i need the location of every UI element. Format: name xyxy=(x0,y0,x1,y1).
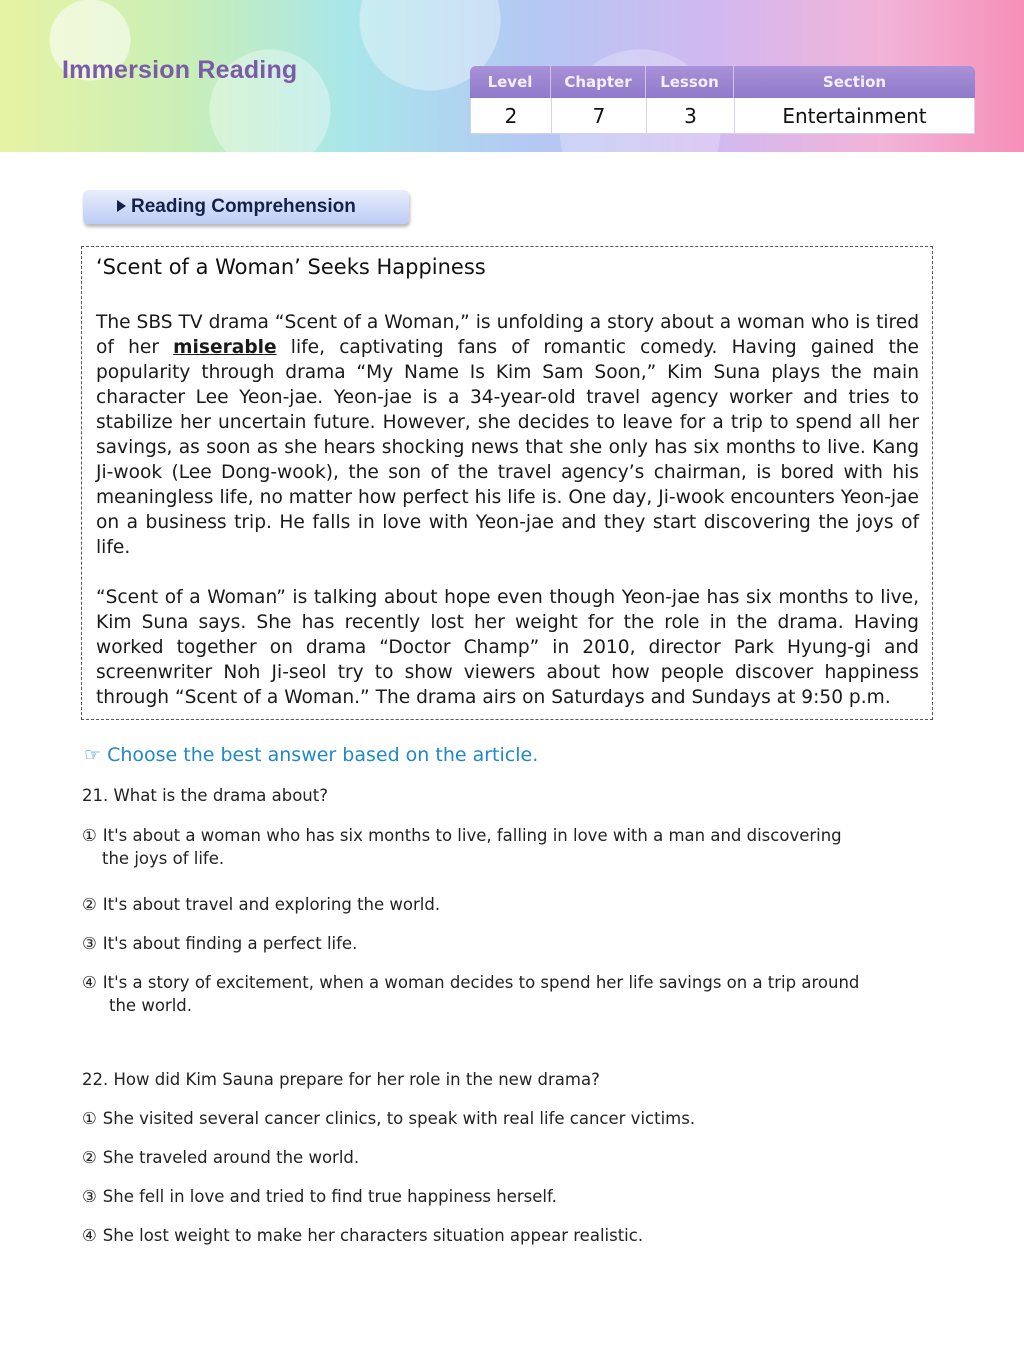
option-number: ③ xyxy=(82,1187,97,1206)
lesson-info-header-row xyxy=(470,66,975,98)
option-text: It's about finding a perfect life. xyxy=(102,934,358,953)
option-number: ④ xyxy=(82,973,97,992)
option-text: It's about a woman who has six months to live, falling in love with a man and discovering xyxy=(102,826,842,845)
lesson-info-table xyxy=(470,66,975,133)
article-box xyxy=(81,246,933,720)
q22-option-2[interactable] xyxy=(82,1146,902,1169)
article-p1-end: life, captivating fans of romantic comedy. Having gained the popularity through drama “My Name Is Kim Sam Soon,” Kim Suna plays the main character Lee Yeon-jae. Yeon-jae is a 34-year-old travel agency worker and tries to stabilize her uncertain future. However, she decides to leave for a trip to spend all her savings, as soon as she hears shocking news that she only has six months to live. Kang Ji-wook (Lee Dong-wook), the son of the travel agency’s chairman, is bored with his meaningless life, no matter how perfect his life is. One day, Ji-wook encounters Yeon-jae on a business trip. He falls in love with Yeon-jae and they start discovering the joys of life. xyxy=(96,337,919,558)
option-text: She lost weight to make her characters situation appear realistic. xyxy=(102,1226,644,1245)
section-value: Entertainment xyxy=(782,103,927,128)
article-title: ‘Scent of a Woman’ Seeks Happiness xyxy=(96,255,486,279)
q22-option-3[interactable] xyxy=(82,1185,902,1208)
q21-option-3[interactable] xyxy=(82,932,902,955)
option-text-continued: the world. xyxy=(109,996,192,1015)
question-21: 21. What is the drama about? xyxy=(82,786,328,805)
lesson-value: 3 xyxy=(647,98,735,133)
option-text: It's about travel and exploring the world. xyxy=(102,895,441,914)
q21-option-2[interactable] xyxy=(82,893,902,916)
option-number: ① xyxy=(82,826,97,845)
article-paragraph-2: “Scent of a Woman” is talking about hope even though Yeon-jae has six months to live, Kim Suna says. She has recently lost her weight for the role in the drama. Having worked together on drama “Doctor Champ” in 2010, director Park Hyung-gi and screenwriter Noh Ji-seol try to show viewers about how people discover happiness through “Scent of a Woman.” The drama airs on Saturdays and Sundays at 9:50 p.m. xyxy=(96,587,919,708)
reading-comprehension-text: Reading Comprehension xyxy=(131,196,356,217)
option-text-continued: the joys of life. xyxy=(102,849,225,868)
lesson-header: Lesson xyxy=(646,66,734,98)
header-banner xyxy=(0,0,1024,152)
q21-option-1[interactable] xyxy=(82,824,902,870)
option-number: ① xyxy=(82,1109,97,1128)
q21-option-4[interactable] xyxy=(82,971,902,1017)
reading-comprehension-label xyxy=(83,190,409,224)
option-number: ④ xyxy=(82,1226,97,1245)
q22-option-1[interactable] xyxy=(82,1107,902,1130)
instruction-text: ☞ Choose the best answer based on the article. xyxy=(84,744,539,766)
option-number: ② xyxy=(82,1148,97,1167)
option-text: She fell in love and tried to find true happiness herself. xyxy=(102,1187,557,1206)
section-header: Section xyxy=(822,73,887,91)
option-text: It's a story of excitement, when a woman decides to spend her life savings on a trip around xyxy=(102,973,860,992)
option-number: ③ xyxy=(82,934,97,953)
triangle-right-icon xyxy=(117,200,126,212)
chapter-value: 7 xyxy=(552,98,647,133)
article-p1-start: The SBS TV drama “Scent of a Woman,” is unfolding a story about a woman who is tired of her xyxy=(96,312,919,358)
option-text: She traveled around the world. xyxy=(102,1148,360,1167)
level-value: 2 xyxy=(471,98,552,133)
question-22: 22. How did Kim Sauna prepare for her role in the new drama? xyxy=(82,1070,600,1089)
level-header: Level xyxy=(470,66,551,98)
chapter-header: Chapter xyxy=(551,66,646,98)
article-paragraph-1 xyxy=(96,310,919,560)
option-number: ② xyxy=(82,895,97,914)
option-text: She visited several cancer clinics, to speak with real life cancer victims. xyxy=(102,1109,696,1128)
brand-title: Immersion Reading xyxy=(62,56,298,84)
vocab-word-miserable: miserable xyxy=(173,337,277,358)
lesson-info-value-row xyxy=(470,98,975,134)
q22-option-4[interactable] xyxy=(82,1224,902,1247)
